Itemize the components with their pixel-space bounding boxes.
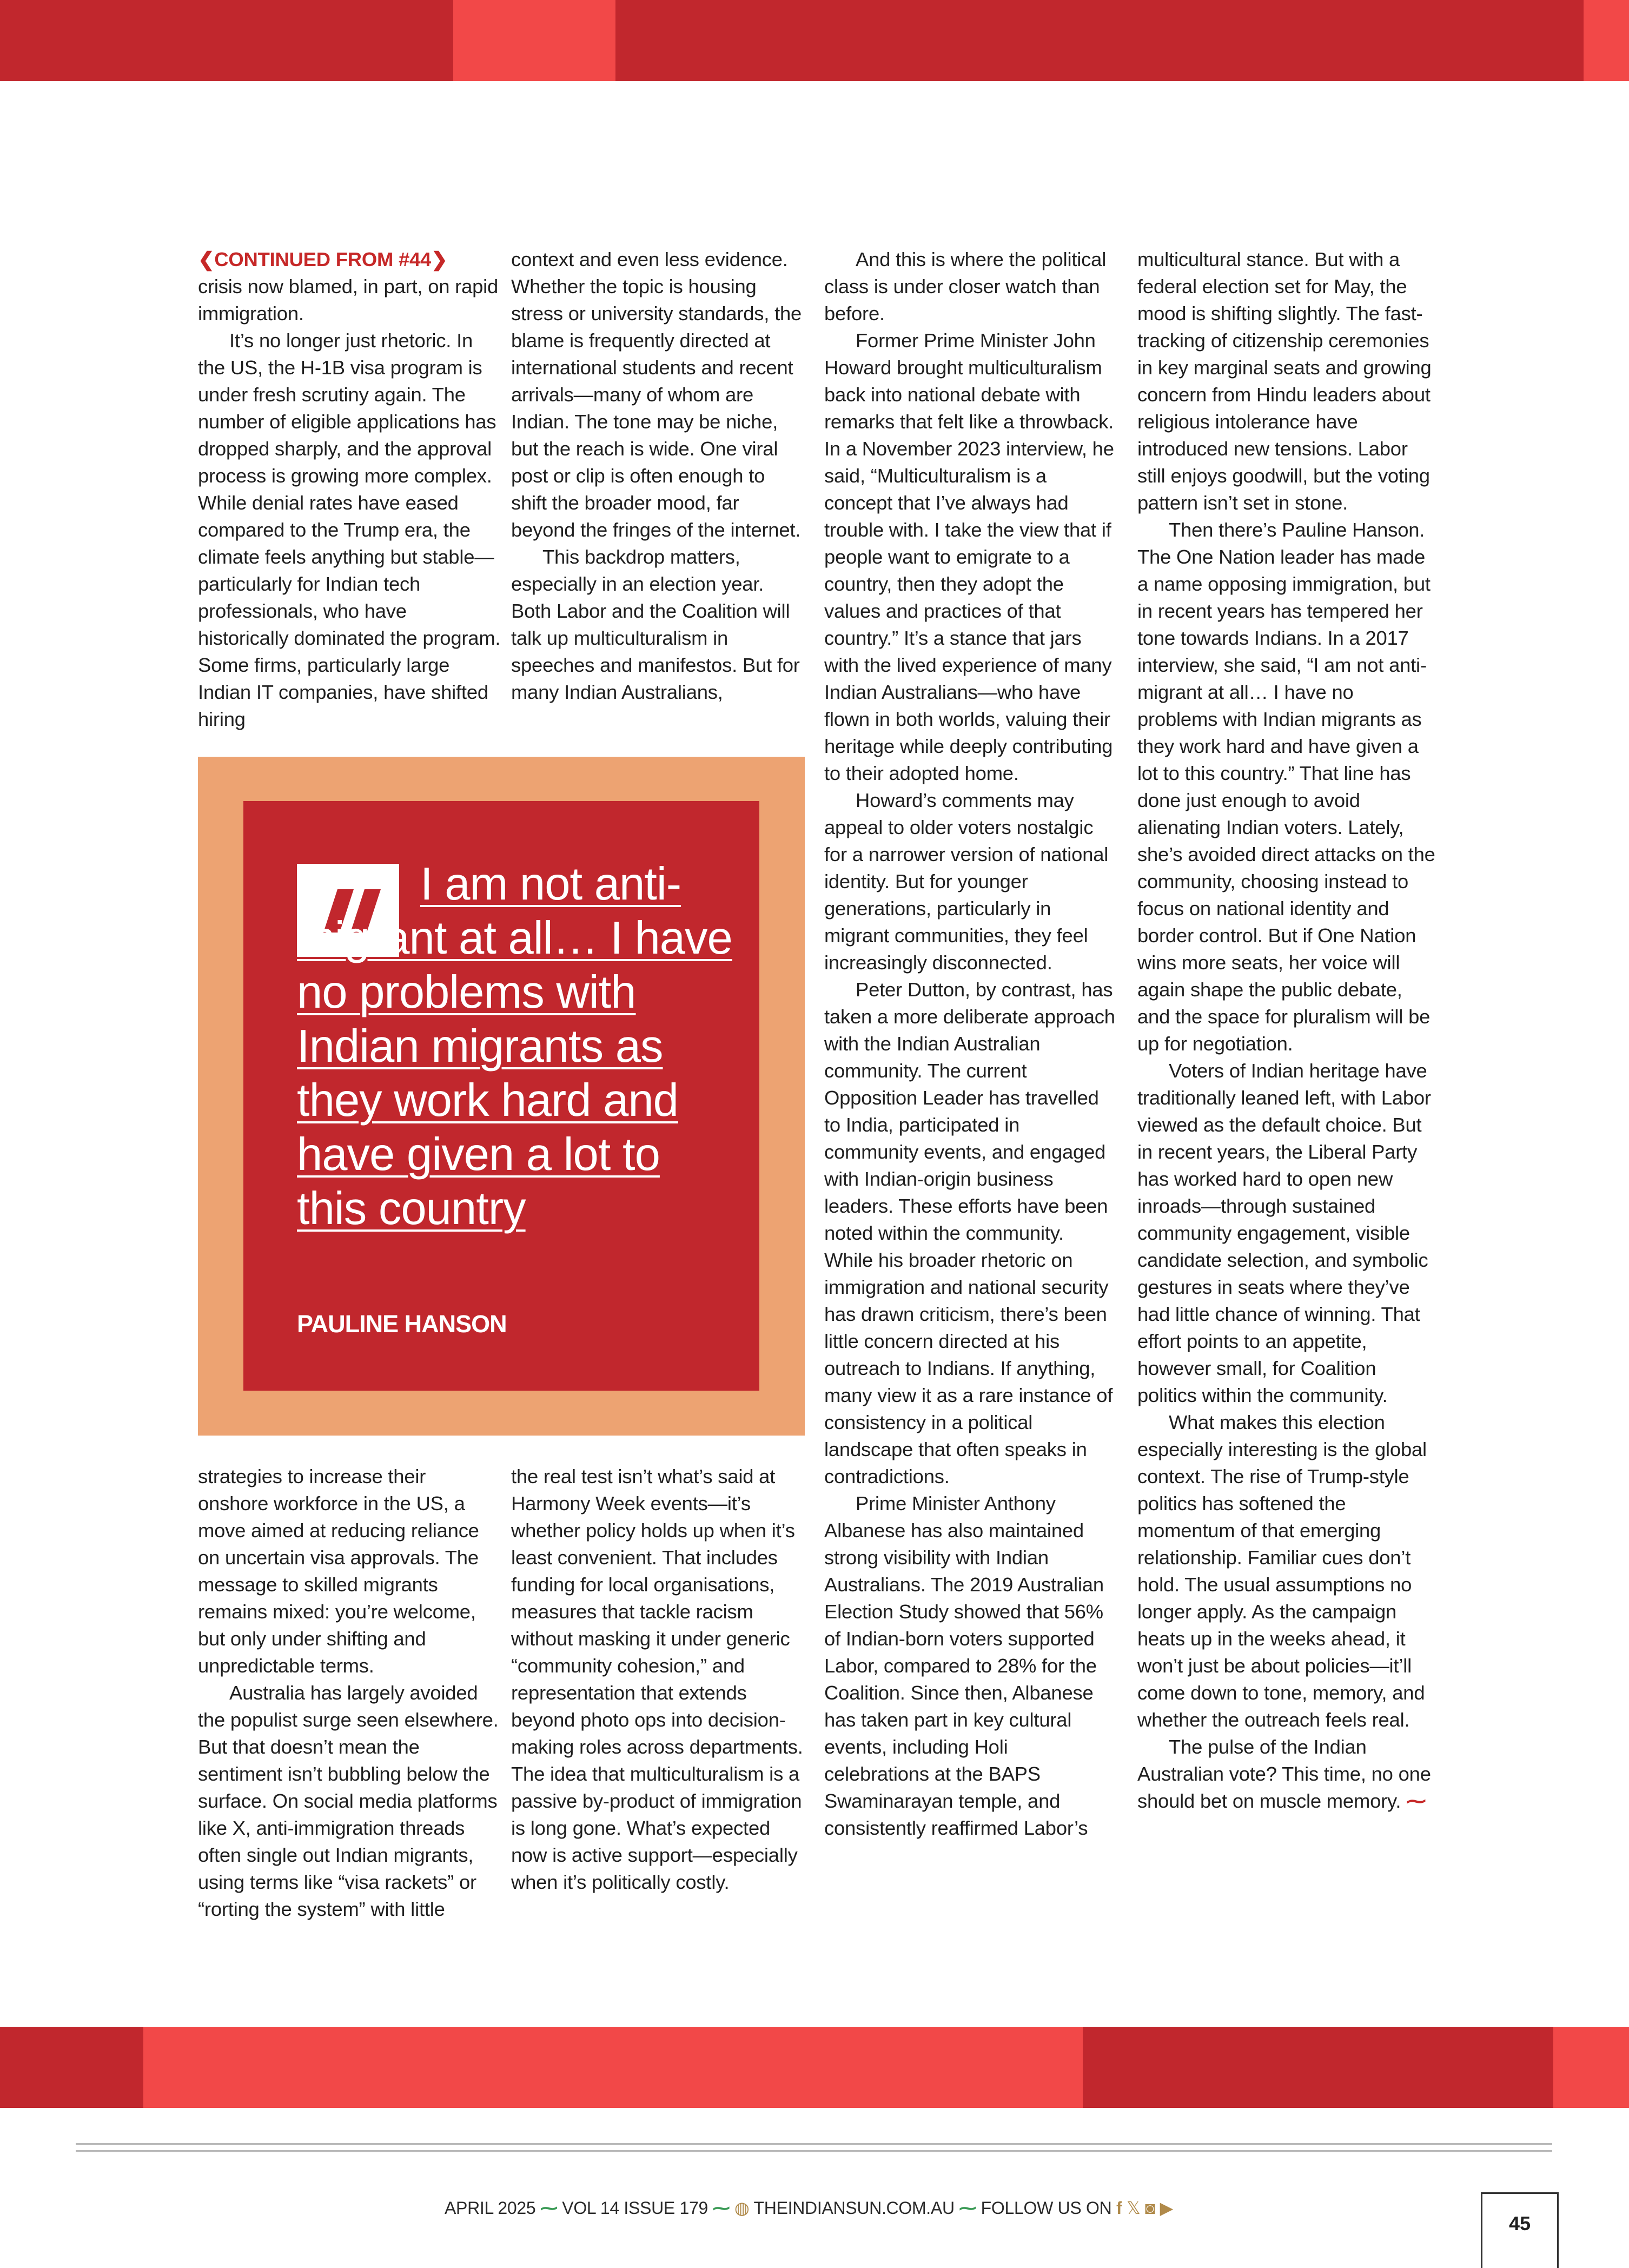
top-band-dark-right (615, 0, 1584, 81)
paragraph: context and even less evidence. Whether the topic is housing stress or university standards, the blame is frequently directed at international students and recent arrivals—many of whom are Indian. The tone may be niche, but the reach is wide. One viral post or clip is often enough to shift the broader mood, far beyond the fringes of the internet. (511, 248, 802, 541)
bottom-band-dark-left (0, 2027, 143, 2108)
x-icon[interactable]: 𝕏 (1126, 2198, 1141, 2218)
pull-quote-text: I am not anti-migrant at all… I have no problems with Indian migrants as they work hard and have given a lot to this country (297, 858, 732, 1234)
column-2-bottom (511, 1463, 803, 1896)
paragraph: Former Prime Minister John Howard brought multiculturalism back into national debate with remarks that felt like a throwback. In a November 2023 interview, he said, “Multiculturalism is a concept that I’ve always had trouble with. I take the view that if people want to emigrate to a country, then they adopt the values and practices of that country.” It’s a stance that jars with the lived experience of many Indian Australians—who have flown in both worlds, valuing their heritage while deeply contributing to their adopted home. (824, 329, 1114, 784)
tick-icon: ⁓ (959, 2198, 977, 2218)
bottom-band-light-edge (1553, 2027, 1629, 2108)
pull-quote-author: PAULINE HANSON (297, 1310, 507, 1338)
footer-issue: VOL 14 ISSUE 179 (562, 2198, 708, 2218)
paragraph: This backdrop matters, especially in an election year. Both Labor and the Coalition will talk up multiculturalism in speeches and manifestos. But for many Indian Australians, (511, 546, 800, 703)
continued-label: ❮CONTINUED FROM #44❯ (198, 248, 448, 270)
paragraph: Australia has largely avoided the populist surge seen elsewhere. But that doesn’t mean the sentiment isn’t bubbling below the surface. On social media platforms like X, anti-immigration threads often single out Indian migrants, using terms like “visa rackets” or “rorting the system” with little (198, 1682, 499, 1920)
chevron-right-icon: ❯ (431, 248, 448, 270)
bottom-band-light (143, 2027, 1083, 2108)
paragraph: The pulse of the Indian Australian vote? This time, no one should bet on muscle memory. ⁓ (1137, 1736, 1431, 1812)
paragraph: It’s no longer just rhetoric. In the US, the H-1B visa program is under fresh scrutiny again. The number of eligible applications has dropped sharply, and the approval process is growing more complex. While denial rates have eased compared to the Trump era, the climate feels anything but stable—particularly for Indian tech professionals, who have historically dominated the program. Some firms, particularly large Indian IT companies, have shifted hiring (198, 329, 501, 730)
paragraph: strategies to increase their onshore workforce in the US, a move aimed at reducing reliance on uncertain visa approvals. The message to skilled migrants remains mixed: you’re welcome, but only under shifting and unpredictable terms. (198, 1465, 479, 1677)
globe-icon: ◍ (734, 2198, 750, 2218)
footer-rule-top (76, 2143, 1552, 2145)
instagram-icon[interactable]: ◙ (1145, 2198, 1156, 2218)
tick-icon: ⁓ (540, 2198, 558, 2218)
paragraph: And this is where the political class is under closer watch than before. (824, 248, 1107, 325)
footer-line (445, 2198, 1173, 2218)
page-number: 45 (1481, 2192, 1559, 2268)
footer-follow-label: FOLLOW US ON (981, 2198, 1112, 2218)
paragraph: crisis now blamed, in part, on rapid immigration. (198, 275, 499, 325)
paragraph: Howard’s comments may appeal to older voters nostalgic for a narrower version of national identity. But for younger generations, particularly in migrant communities, they feel increasingly disconnected. (824, 789, 1109, 974)
paragraph: Peter Dutton, by contrast, has taken a more deliberate approach with the Indian Australian community. The current Opposition Leader has travelled to India, participated in community events, and engaged with Indian-origin business leaders. These efforts have been noted within the community. While his broader rhetoric on immigration and national security has drawn criticism, there’s been little concern directed at his outreach to Indians. If anything, many view it as a rare instance of consistency in a political landscape that often speaks in contradictions. (824, 978, 1115, 1487)
column-2-top (511, 246, 803, 706)
column-1-bottom (198, 1463, 501, 1923)
facebook-icon[interactable]: f (1116, 2198, 1122, 2218)
footer-date: APRIL 2025 (445, 2198, 536, 2218)
paragraph: Voters of Indian heritage have traditionally leaned left, with Labor viewed as the default choice. But in recent years, the Liberal Party has worked hard to open new inroads—through sustained community engagement, visible candidate selection, and symbolic gestures in seats where they’ve had little chance of winning. That effort points to an appetite, however small, for Coalition politics within the community. (1137, 1060, 1431, 1406)
paragraph: What makes this election especially interesting is the global context. The rise of Trump-style politics has softened the momentum of that emerging relationship. Familiar cues don’t hold. The usual assumptions no longer apply. As the campaign heats up in the weeks ahead, it won’t just be about policies—it’ll come down to tone, memory, and whether the outreach feels real. (1137, 1411, 1427, 1731)
footer-site-link[interactable]: THEINDIANSUN.COM.AU (753, 2198, 955, 2218)
bottom-band-dark-right (1083, 2027, 1553, 2108)
end-mark-icon: ⁓ (1406, 1790, 1426, 1812)
paragraph: Then there’s Pauline Hanson. The One Nation leader has made a name opposing immigration, but in recent years has tempered her tone towards Indians. In a 2017 interview, she said, “I am not anti-migrant at all… I have no problems with Indian migrants as they work hard and have given a lot to this country.” That line has done just enough to avoid alienating Indian voters. Lately, she’s avoided direct attacks on the community, choosing instead to focus on national identity and border control. But if One Nation wins more seats, her voice will again shape the public debate, and the space for pluralism will be up for negotiation. (1137, 519, 1435, 1055)
tick-icon: ⁓ (712, 2198, 730, 2218)
column-1-top (198, 246, 501, 733)
chevron-left-icon: ❮ (198, 248, 215, 270)
column-4 (1137, 246, 1438, 1815)
footer-rule-bottom (76, 2150, 1552, 2152)
column-3 (824, 246, 1116, 1842)
top-band-light (453, 0, 615, 81)
paragraph: Prime Minister Anthony Albanese has also maintained strong visibility with Indian Australians. The 2019 Australian Election Study showed that 56% of Indian-born voters supported Labor, compared to 28% for the Coalition. Since then, Albanese has taken part in key cultural events, including Holi celebrations at the BAPS Swaminarayan temple, and consistently reaffirmed Labor’s (824, 1492, 1104, 1839)
top-band-dark-left (0, 0, 453, 81)
paragraph: the real test isn’t what’s said at Harmony Week events—it’s whether policy holds up when it’s least convenient. That includes funding for local organisations, measures that tackle racism without masking it under generic “community cohesion,” and representation that extends beyond photo ops into decision-making roles across departments. The idea that multiculturalism is a passive by-product of immigration is long gone. What’s expected now is active support—especially when it’s politically costly. (511, 1465, 803, 1893)
paragraph: multicultural stance. But with a federal election set for May, the mood is shifting slightly. The fast-tracking of citizenship ceremonies in key marginal seats and growing concern from Hindu leaders about religious intolerance have introduced new tensions. Labor still enjoys goodwill, but the voting pattern isn’t set in stone. (1137, 248, 1432, 514)
top-band-light-edge (1584, 0, 1629, 81)
youtube-icon[interactable]: ▶ (1160, 2198, 1173, 2218)
